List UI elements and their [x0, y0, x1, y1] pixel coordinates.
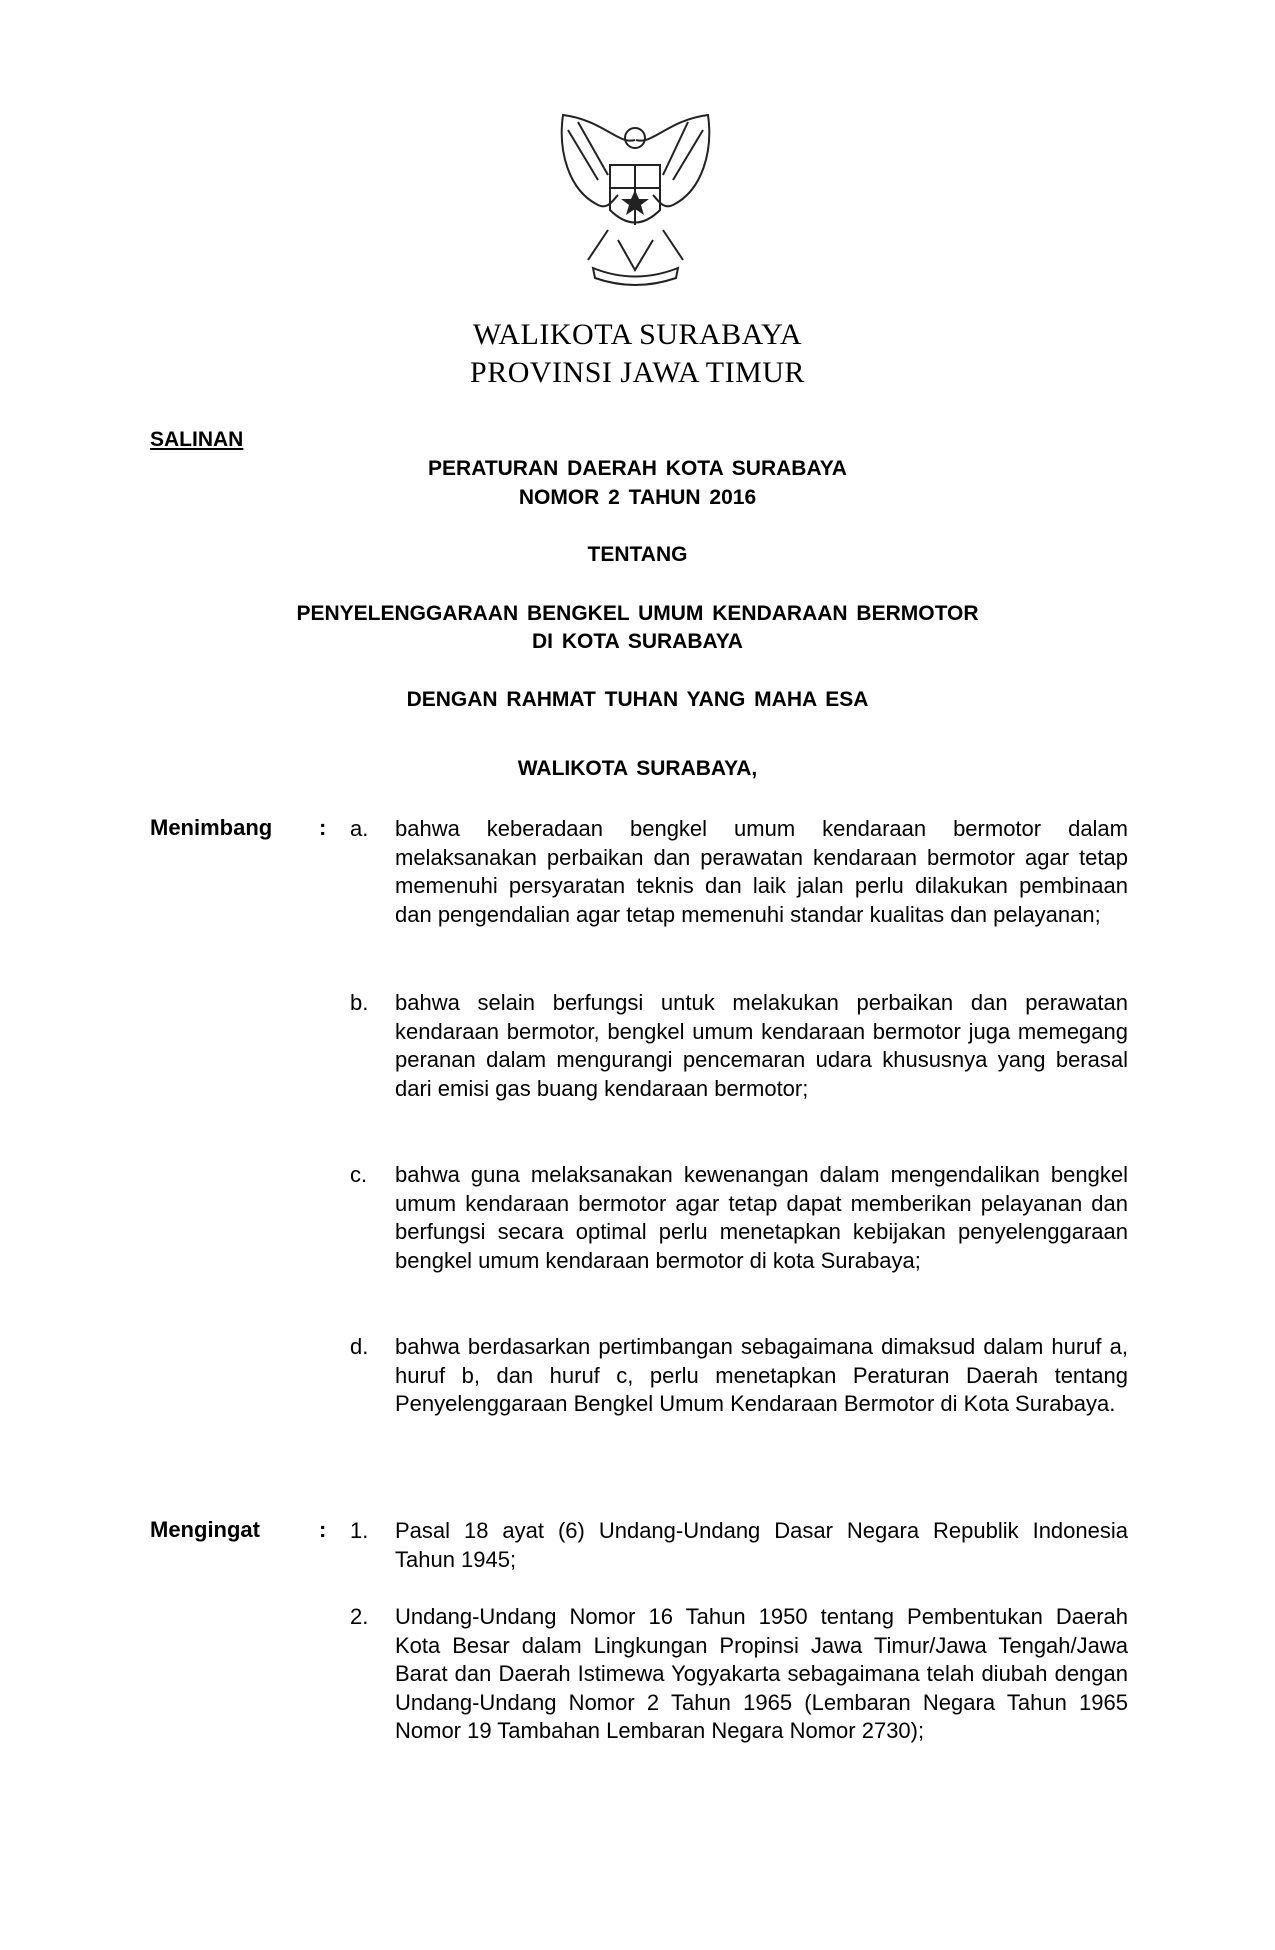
title-line2: NOMOR 2 TAHUN 2016 [518, 486, 757, 509]
rahmat-line: DENGAN RAHMAT TUHAN YANG MAHA ESA [406, 688, 869, 711]
item-marker: 2. [350, 1604, 369, 1629]
item-text: Undang-Undang Nomor 16 Tahun 1950 tentang Pembentukan Daerah Kota Besar dalam Lingkungan Propinsi Jawa Timur/Jawa Tengah/Jawa Barat dan Daerah Istimewa Yogyakarta sebagaimana telah diubah dengan Undang-Undang Nomor 2 Tahun 1965 (Lembaran Negara Tahun 1965 Nomor 19 Tambahan Lembaran Negara Nomor 2730); [395, 1604, 1128, 1744]
garuda-emblem-icon [548, 110, 723, 288]
mengingat-item [350, 1603, 1128, 1746]
mengingat-item [350, 1517, 1128, 1574]
menimbang-label: Menimbang [150, 815, 273, 840]
subject-line2: DI KOTA SURABAYA [532, 630, 743, 653]
item-marker: 1. [350, 1518, 369, 1543]
item-text: bahwa guna melaksanakan kewenangan dalam mengendalikan bengkel umum kendaraan bermotor agar tetap dapat memberikan pelayanan dan berfungsi secara optimal perlu menetapkan kebijakan penyelenggaraan bengkel umum kendaraan bermotor di kota Surabaya; [395, 1162, 1128, 1273]
item-marker: d. [350, 1334, 369, 1359]
walikota-line: WALIKOTA SURABAYA, [517, 757, 758, 780]
salinan-label: SALINAN [150, 428, 244, 451]
item-text: bahwa berdasarkan pertimbangan sebagaimana dimaksud dalam huruf a, huruf b, dan huruf c, perlu menetapkan Peraturan Daerah tentang Penyelenggaraan Bengkel Umum Kendaraan Bermotor di Kota Surabaya. [395, 1334, 1128, 1417]
item-marker: b. [350, 990, 369, 1015]
menimbang-colon: : [319, 815, 327, 840]
subject-line1: PENYELENGGARAAN BENGKEL UMUM KENDARAAN BERMOTOR [296, 602, 979, 625]
mengingat-label: Mengingat [150, 1517, 260, 1542]
menimbang-item [350, 815, 1128, 929]
item-text: Pasal 18 ayat (6) Undang-Undang Dasar Negara Republik Indonesia Tahun 1945; [395, 1518, 1128, 1572]
menimbang-item [350, 1161, 1128, 1275]
item-text: bahwa selain berfungsi untuk melakukan perbaikan dan perawatan kendaraan bermotor, bengkel umum kendaraan bermotor juga memegang peranan dalam mengurangi pencemaran udara khususnya yang berasal dari emisi gas buang kendaraan bermotor; [395, 990, 1128, 1101]
tentang-heading: TENTANG [587, 543, 688, 566]
menimbang-item [350, 989, 1128, 1103]
menimbang-item [350, 1333, 1128, 1419]
item-marker: c. [350, 1162, 368, 1187]
header-line1: WALIKOTA SURABAYA [472, 318, 803, 351]
mengingat-colon: : [319, 1517, 327, 1542]
title-line1: PERATURAN DAERAH KOTA SURABAYA [428, 457, 847, 480]
item-marker: a. [350, 816, 369, 841]
header-line2: PROVINSI JAWA TIMUR [470, 356, 805, 389]
item-text: bahwa keberadaan bengkel umum kendaraan bermotor dalam melaksanakan perbaikan dan perawatan kendaraan bermotor agar tetap memenuhi persyaratan teknis dan laik jalan perlu dilakukan pembinaan dan pengendalian agar tetap memenuhi standar kualitas dan pelayanan; [395, 816, 1128, 927]
